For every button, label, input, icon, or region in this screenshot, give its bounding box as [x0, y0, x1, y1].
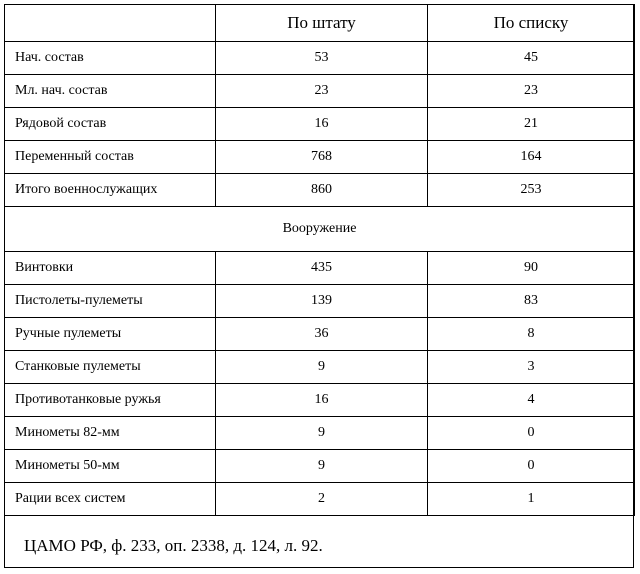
table-row	[5, 417, 635, 450]
source-citation: ЦАМО РФ, ф. 233, оп. 2338, д. 124, л. 92.	[24, 536, 323, 555]
row-list-value: 21	[428, 108, 635, 141]
row-list-value: 3	[428, 351, 635, 384]
row-staff-value: 435	[216, 252, 428, 285]
row-staff-value: 16	[216, 108, 428, 141]
row-list-value: 45	[428, 42, 635, 75]
row-label: Рядовой состав	[5, 108, 216, 141]
row-staff-value: 139	[216, 285, 428, 318]
row-staff-value: 2	[216, 483, 428, 516]
row-staff-value: 768	[216, 141, 428, 174]
table-row	[5, 351, 635, 384]
row-label: Противотанковые ружья	[5, 384, 216, 417]
row-label: Нач. состав	[5, 42, 216, 75]
row-label: Пистолеты-пулеметы	[5, 285, 216, 318]
table-row	[5, 318, 635, 351]
row-label: Минометы 50-мм	[5, 450, 216, 483]
row-list-value: 253	[428, 174, 635, 207]
table-body	[5, 5, 635, 516]
table-row	[5, 450, 635, 483]
personnel-weapons-table	[4, 4, 635, 516]
row-label: Ручные пулеметы	[5, 318, 216, 351]
row-list-value: 23	[428, 75, 635, 108]
row-label: Станковые пулеметы	[5, 351, 216, 384]
row-list-value: 83	[428, 285, 635, 318]
row-label: Винтовки	[5, 252, 216, 285]
section-title: Вооружение	[5, 207, 635, 252]
row-list-value: 8	[428, 318, 635, 351]
header-blank-cell	[5, 5, 216, 42]
row-list-value: 1	[428, 483, 635, 516]
table-row	[5, 285, 635, 318]
row-list-value: 0	[428, 450, 635, 483]
row-list-value: 164	[428, 141, 635, 174]
row-list-value: 90	[428, 252, 635, 285]
row-staff-value: 9	[216, 417, 428, 450]
row-staff-value: 16	[216, 384, 428, 417]
row-list-value: 0	[428, 417, 635, 450]
row-staff-value: 36	[216, 318, 428, 351]
row-label: Мл. нач. состав	[5, 75, 216, 108]
row-staff-value: 9	[216, 351, 428, 384]
table-row	[5, 141, 635, 174]
row-label: Переменный состав	[5, 141, 216, 174]
table-row	[5, 108, 635, 141]
table-row	[5, 75, 635, 108]
row-list-value: 4	[428, 384, 635, 417]
header-staff: По штату	[216, 5, 428, 42]
row-staff-value: 860	[216, 174, 428, 207]
row-staff-value: 53	[216, 42, 428, 75]
row-label: Рации всех систем	[5, 483, 216, 516]
table-row	[5, 384, 635, 417]
table-row	[5, 483, 635, 516]
header-row	[5, 5, 635, 42]
table-row	[5, 174, 635, 207]
row-label: Итого военнослужащих	[5, 174, 216, 207]
section-row	[5, 207, 635, 252]
row-staff-value: 23	[216, 75, 428, 108]
row-staff-value: 9	[216, 450, 428, 483]
row-label: Минометы 82-мм	[5, 417, 216, 450]
table-row	[5, 42, 635, 75]
table-row	[5, 252, 635, 285]
header-list: По списку	[428, 5, 635, 42]
